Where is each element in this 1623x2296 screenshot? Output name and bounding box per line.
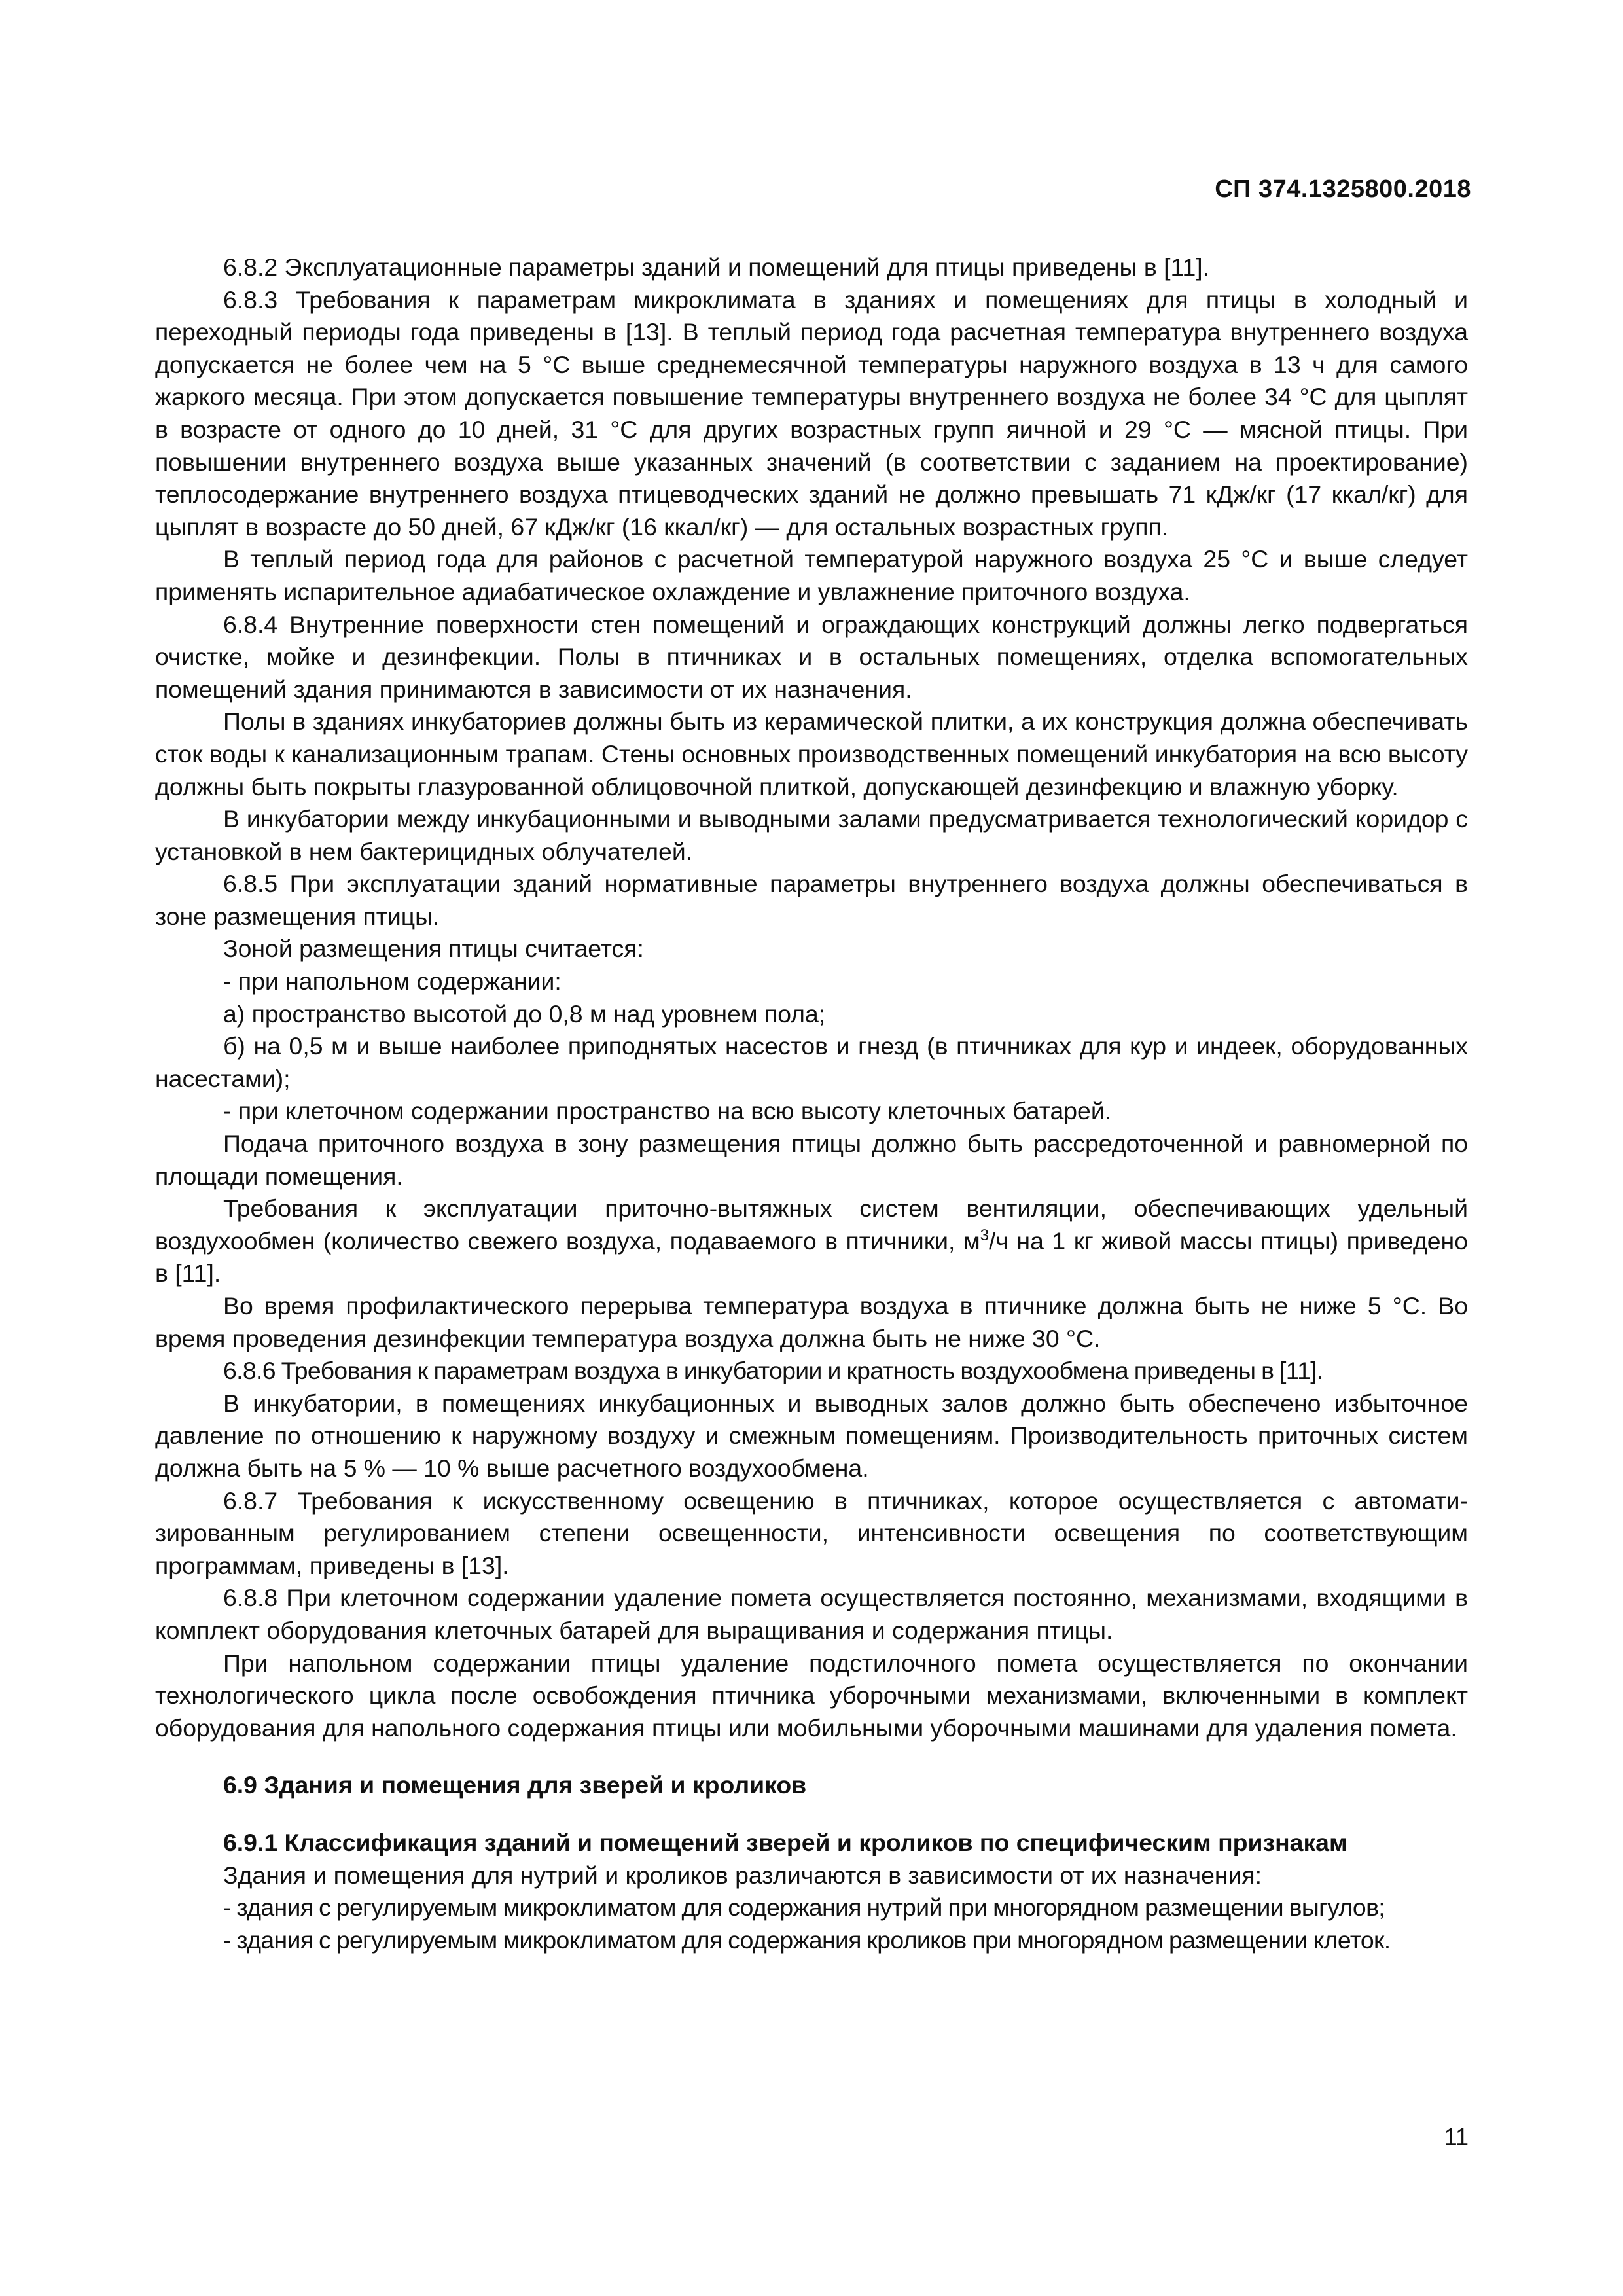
list-item-rabbits: - здания с регулируемым микроклиматом для содержания кроликов при многорядном размещении клеток. bbox=[223, 1926, 1391, 1954]
document-body bbox=[155, 251, 1468, 1956]
paragraph-floor-manure: При напольном содержании птицы удаление подстилочного помета осуществляется по окончании технологического цикла после освобождения птичника уборочными механизмами, включенными в комплект оборудования для напольного содержания птицы или мобильными уборочными машинами для удаления помета. bbox=[155, 1649, 1468, 1742]
subsection-heading-6-9-1: 6.9.1 Классификация зданий и помещений зверей и кроликов по специфическим признакам bbox=[223, 1828, 1347, 1856]
paragraph-zone-definition: Зоной размещения птицы считается: bbox=[223, 935, 644, 963]
paragraph-incubator-floors: Полы в зданиях инкубаториев должны быть из керамической плитки, а их конструкция должна обеспечивать сток воды к канализационным трапам. Стены основных производственных помещений инкубатория на всю высоту должны быть покрыты глазурованной облицовочной плиткой, допускающей дезинфекцию и влажную уборку. bbox=[155, 708, 1468, 800]
list-item-b: б) на 0,5 м и выше наиболее приподнятых насестов и гнезд (в птичниках для кур и индеек, оборудованных насестами); bbox=[155, 1032, 1468, 1092]
section-heading-6-9: 6.9 Здания и помещения для зверей и кроликов bbox=[223, 1771, 807, 1799]
page-number: 11 bbox=[1444, 2123, 1469, 2150]
paragraph-6-8-3: 6.8.3 Требования к параметрам микроклимата в зданиях и помещениях для птицы в холодный и переходный периоды года приведены в [13]. В теплый период года расчетная температура внутреннего воздуха допускается не более чем на 5 °С выше среднемесячной температуры наружного воздуха в 13 ч для самого жаркого месяца. При этом допускается повышение температуры внутреннего воздуха не более 34 °С для цыплят в возрасте от одного до 10 дней, 31 °С для других возрастных групп яичной и 29 °С — мясной птицы. При повышении внутреннего воздуха выше указанных значений (в соответствии с заданием на проектирование) теплосодержание внутреннего воздуха птицеводческих зданий не должно превышать 71 кДж/кг (17 ккал/кг) для цыплят в возрасте до 50 дней, 67 кДж/кг (16 ккал/кг) — для остальных возрастных групп. bbox=[155, 285, 1468, 541]
document-code-header: СП 374.1325800.2018 bbox=[1215, 175, 1471, 203]
list-item-nutria: - здания с регулируемым микроклиматом для содержания нутрий при многорядном размещении выгулов; bbox=[223, 1893, 1385, 1922]
paragraph-6-8-4: 6.8.4 Внутренние поверхности стен помещений и ограждающих конструкций должны легко подвергаться очистке, мойке и дезинфекции. Полы в птичниках и в остальных помещениях, отделка вспомогательных помещений здания принимаются в зависимости от их назначения. bbox=[155, 610, 1468, 703]
paragraph-6-8-2: 6.8.2 Эксплуатационные параметры зданий и помещений для птицы приведены в [11]. bbox=[223, 253, 1210, 281]
superscript-3: 3 bbox=[980, 1226, 990, 1244]
paragraph-preventive-break: Во время профилактического перерыва температура воздуха в птичнике должна быть не ниже 5 °С. Во время проведения дезинфекции температура воздуха должна быть не ниже 30 °С. bbox=[155, 1292, 1468, 1352]
list-item-a: а) пространство высотой до 0,8 м над уровнем пола; bbox=[223, 999, 826, 1028]
paragraph-ventilation bbox=[155, 1193, 1468, 1290]
paragraph-6-8-5: 6.8.5 При эксплуатации зданий нормативные параметры внутреннего воздуха должны обеспечиваться в зоне размещения птицы. bbox=[155, 870, 1468, 930]
list-item-cage-keeping: - при клеточном содержании пространство на всю высоту клеточных батарей. bbox=[223, 1097, 1112, 1125]
paragraph-warm-period: В теплый период года для районов с расчетной температурой наружного воздуха 25 °С и выше следует применять испарительное адиабатическое охлаждение и увлажнение приточного воздуха. bbox=[155, 545, 1468, 605]
list-item-floor-keeping: - при напольном содержании: bbox=[223, 967, 562, 996]
paragraph-air-supply: Подача приточного воздуха в зону размещения птицы должно быть рассредоточенной и равномерной по площади помещения. bbox=[155, 1130, 1468, 1190]
paragraph-overpressure: В инкубатории, в помещениях инкубационных и выводных залов должно быть обеспечено избыточное давление по отношению к наружному воздуху и смежным помещениям. Производительность приточных систем должна быть на 5 % — 10 % выше расчетного воздухообмена. bbox=[155, 1389, 1468, 1482]
paragraph-incubator-corridor: В инкубатории между инкубационными и выводными залами предусматривается технологический коридор с установкой в нем бактерицидных облучателей. bbox=[155, 805, 1468, 865]
paragraph-classification: Здания и помещения для нутрий и кроликов различаются в зависимости от их назначения: bbox=[223, 1861, 1262, 1889]
ventilation-text-end: /ч на 1 кг живой массы птицы) приведено в [11]. bbox=[155, 1227, 1468, 1287]
ventilation-text-start: Требования к эксплуатации приточно-вытяжных систем вентиляции, обеспечивающих удельный воздухообмен (количество свежего воздуха, подаваемого в птичники, м bbox=[155, 1194, 1468, 1255]
paragraph-6-8-8: 6.8.8 При клеточном содержании удаление помета осуществляется постоянно, механизмами, входящими в комплект оборудования клеточных батарей для выращивания и содержания птицы. bbox=[155, 1584, 1468, 1644]
paragraph-6-8-6: 6.8.6 Требования к параметрам воздуха в инкубатории и кратность воздухообмена приведены в [11]. bbox=[223, 1357, 1323, 1385]
paragraph-6-8-7: 6.8.7 Требования к искусственному освещению в птичниках, которое осуществляется с автоматизированным регулированием степени освещенности, интенсивности освещения по соответствующим программам, приведены в [13]. bbox=[155, 1486, 1468, 1579]
